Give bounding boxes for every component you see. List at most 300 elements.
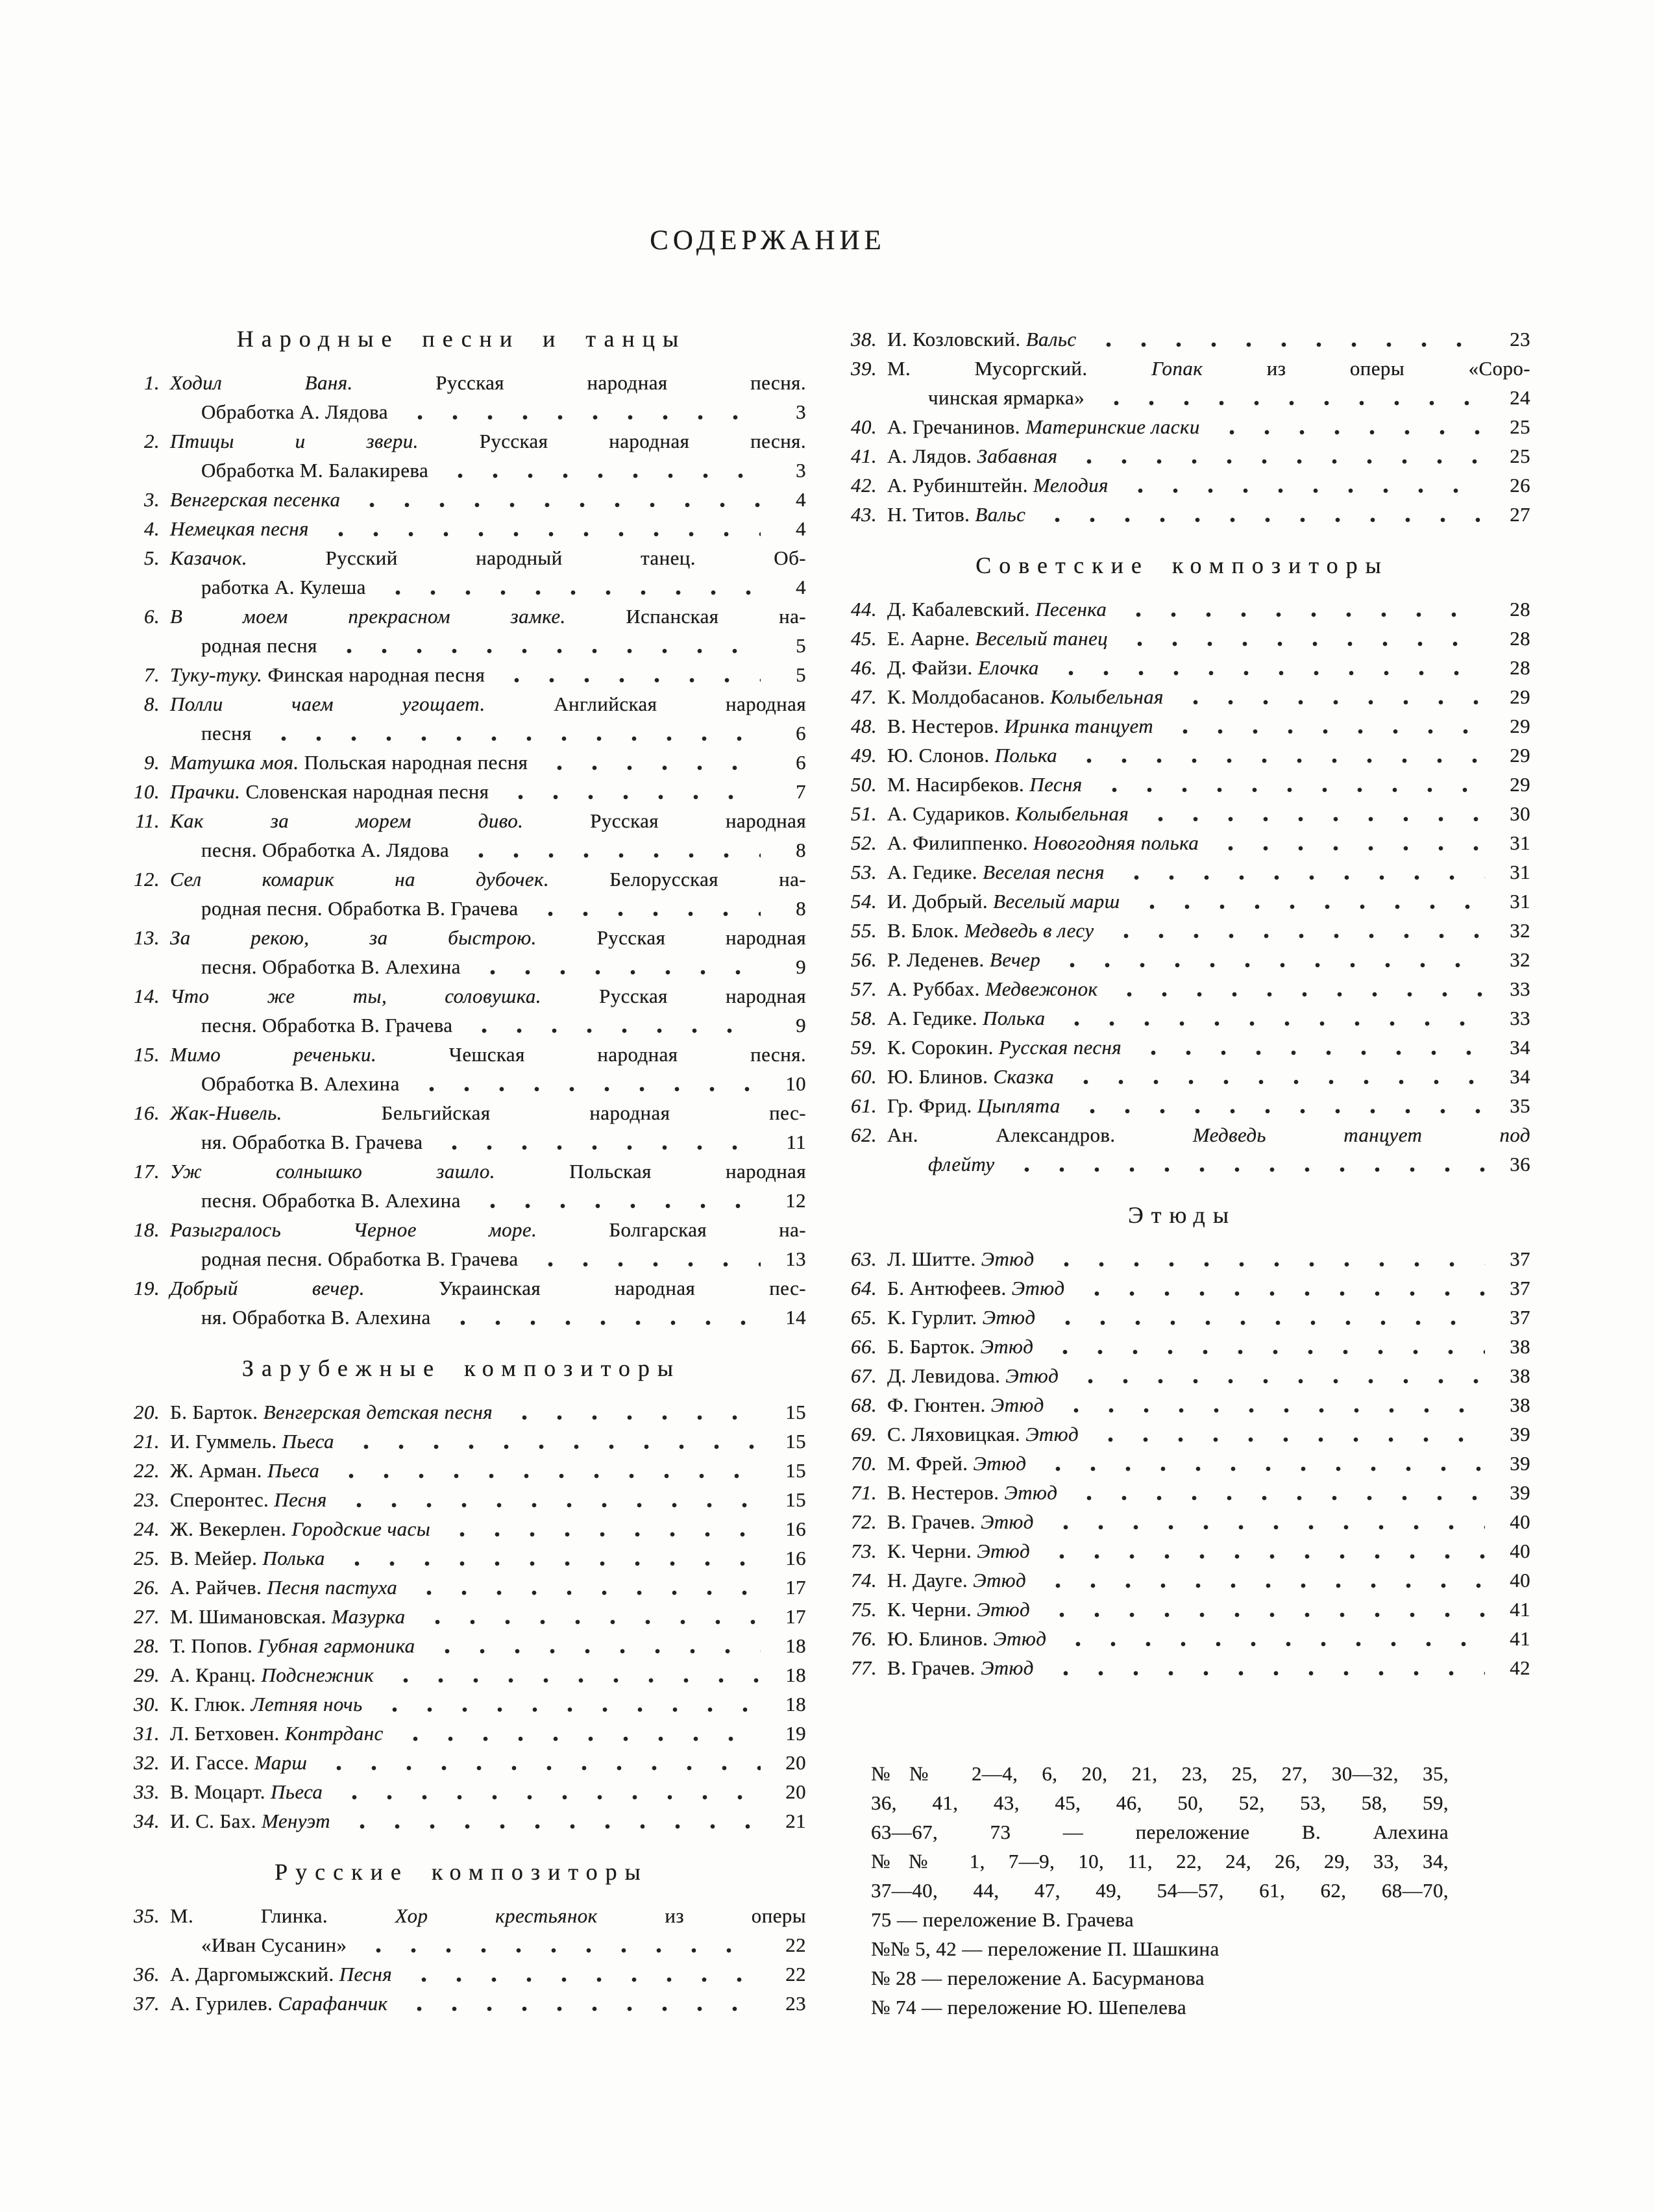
item-title-italic: Менуэт bbox=[262, 1810, 330, 1832]
item-title-roman: Обработка А. Лядова bbox=[201, 400, 388, 423]
item-title-italic: Этюд bbox=[993, 1627, 1047, 1650]
page-number: 25 bbox=[1510, 445, 1530, 467]
dot-leader bbox=[1111, 857, 1485, 887]
item-title-italic: Птицы и звери. bbox=[170, 430, 480, 452]
item-title-italic: Уж солнышко зашло. bbox=[170, 1160, 570, 1183]
section-header: Зарубежные композиторы bbox=[241, 1355, 681, 1381]
page-number: 35 bbox=[1510, 1094, 1530, 1117]
page-number: 20 bbox=[785, 1780, 806, 1803]
toc-item-line bbox=[834, 1303, 1530, 1332]
page-number: 12 bbox=[785, 1189, 806, 1212]
toc-item-line bbox=[834, 1624, 1530, 1653]
dot-leader bbox=[1040, 1507, 1485, 1536]
dot-leader bbox=[1114, 624, 1485, 653]
item-title-roman: К. Черни. bbox=[887, 1540, 977, 1562]
toc-item-line bbox=[834, 857, 1530, 887]
item-title bbox=[887, 354, 1530, 383]
item-title-roman: А. Руббах. bbox=[887, 977, 985, 1000]
item-title-italic: Этюд bbox=[973, 1569, 1027, 1591]
item-title bbox=[887, 1120, 1530, 1149]
page-number: 20 bbox=[785, 1751, 806, 1774]
toc-item-line bbox=[117, 1748, 806, 1777]
dot-leader bbox=[406, 1069, 761, 1098]
toc-item-line bbox=[834, 916, 1530, 945]
page-number: 37 bbox=[1510, 1277, 1530, 1299]
page-number: 13 bbox=[785, 1247, 806, 1270]
item-title-italic: Вальс bbox=[1025, 328, 1077, 350]
item-title-italic: Этюд bbox=[973, 1452, 1027, 1475]
page-number: 15 bbox=[785, 1488, 806, 1511]
item-title bbox=[170, 1806, 330, 1836]
item-title-italic: Этюд bbox=[982, 1306, 1036, 1329]
item-title bbox=[887, 1536, 1030, 1566]
item-title-italic: Полька bbox=[983, 1007, 1046, 1029]
dot-leader bbox=[437, 1303, 761, 1332]
dot-leader bbox=[390, 1719, 761, 1748]
item-title bbox=[201, 572, 366, 602]
item-title-roman: Обработка М. Балакирева bbox=[201, 459, 429, 482]
item-title-roman: Чешская народная песня. bbox=[448, 1043, 806, 1066]
item-title-italic: Этюд bbox=[977, 1598, 1031, 1621]
item-title-roman: Д. Файзи. bbox=[887, 656, 978, 679]
item-number: 74. bbox=[851, 1569, 877, 1591]
item-title-roman: К. Сорокин. bbox=[887, 1036, 999, 1059]
toc-item-line bbox=[117, 1040, 806, 1069]
dot-leader bbox=[1205, 828, 1485, 857]
dot-leader bbox=[1127, 887, 1486, 916]
page-number: 18 bbox=[785, 1693, 806, 1715]
toc-item-line bbox=[117, 1215, 806, 1244]
item-title-italic: Ходил Ваня. bbox=[170, 371, 436, 394]
toc-item-line bbox=[117, 1456, 806, 1485]
item-title-roman: А. Гедике. bbox=[887, 861, 983, 883]
page-number: 32 bbox=[1510, 948, 1530, 971]
page-number: 18 bbox=[785, 1664, 806, 1686]
item-title-roman: Русская народная bbox=[590, 809, 806, 832]
item-title-roman: из оперы bbox=[665, 1904, 806, 1927]
item-title bbox=[887, 1062, 1054, 1091]
section-header: Этюды bbox=[1127, 1202, 1237, 1228]
toc-item-line bbox=[834, 770, 1530, 799]
page-number: 42 bbox=[1510, 1656, 1530, 1679]
item-number: 13. bbox=[134, 926, 160, 949]
dot-leader bbox=[456, 835, 761, 865]
item-title-roman: Русская народная песня. bbox=[435, 371, 806, 394]
item-title-roman: А. Филиппенко. bbox=[887, 831, 1034, 854]
item-number: 66. bbox=[851, 1335, 877, 1358]
item-title bbox=[170, 1989, 387, 2018]
dot-leader bbox=[1051, 1390, 1485, 1419]
page-number: 17 bbox=[785, 1576, 806, 1599]
footnote-line: 36, 41, 43, 45, 46, 50, 52, 53, 58, 59, bbox=[871, 1791, 1449, 1814]
item-number: 52. bbox=[851, 831, 877, 854]
item-title-italic: Веселый танец bbox=[975, 627, 1109, 650]
item-title-italic: Губная гармоника bbox=[258, 1634, 415, 1657]
toc-item-line bbox=[117, 1631, 806, 1660]
item-number: 65. bbox=[851, 1306, 877, 1329]
item-title bbox=[170, 660, 485, 689]
item-number: 58. bbox=[851, 1007, 877, 1029]
item-title-italic: Елочка bbox=[977, 656, 1039, 679]
dot-leader bbox=[334, 1485, 761, 1514]
page-number: 15 bbox=[785, 1430, 806, 1453]
item-title bbox=[170, 1040, 806, 1069]
dot-leader bbox=[435, 456, 761, 485]
item-title-italic: Песня bbox=[339, 1963, 393, 1985]
item-number: 31. bbox=[134, 1722, 160, 1745]
toc-item-line bbox=[117, 485, 806, 514]
item-number: 4. bbox=[143, 517, 160, 540]
item-title-italic: Жак-Нивель. bbox=[170, 1101, 382, 1124]
item-title-roman: Польская народная песня bbox=[304, 751, 528, 774]
toc-item-line bbox=[834, 1653, 1530, 1682]
page-number: 14 bbox=[785, 1306, 806, 1329]
item-title bbox=[887, 711, 1153, 741]
item-title-italic: флейту bbox=[928, 1153, 995, 1175]
item-title bbox=[201, 1244, 519, 1273]
item-title bbox=[170, 1098, 806, 1127]
toc-item-line bbox=[117, 1273, 806, 1303]
page-number: 40 bbox=[1510, 1510, 1530, 1533]
item-number: 57. bbox=[851, 977, 877, 1000]
item-title-roman: «Иван Сусанин» bbox=[201, 1934, 347, 1956]
page-number: 36 bbox=[1510, 1153, 1530, 1175]
item-title bbox=[201, 1186, 461, 1215]
item-title-italic: Забавная bbox=[977, 445, 1058, 467]
item-title bbox=[928, 1149, 995, 1179]
page-number: 22 bbox=[785, 1934, 806, 1956]
toc-item-line bbox=[117, 1719, 806, 1748]
toc-item-line bbox=[117, 923, 806, 952]
toc-item-line bbox=[117, 602, 806, 631]
item-title bbox=[887, 1303, 1036, 1332]
page-number: 16 bbox=[785, 1547, 806, 1569]
page-number: 4 bbox=[796, 576, 806, 598]
page-number: 29 bbox=[1510, 773, 1530, 796]
dot-leader bbox=[499, 1397, 761, 1427]
item-number: 6. bbox=[143, 605, 160, 628]
page-number: 32 bbox=[1510, 919, 1530, 942]
item-title bbox=[201, 397, 388, 426]
item-title bbox=[887, 682, 1164, 711]
dot-leader bbox=[412, 1602, 761, 1631]
page-title: СОДЕРЖАНИЕ bbox=[650, 225, 886, 256]
item-title-roman: В. Грачев. bbox=[887, 1510, 981, 1533]
dot-leader bbox=[525, 1244, 761, 1273]
toc-item-line bbox=[117, 1186, 806, 1215]
toc-item-line bbox=[117, 1573, 806, 1602]
dot-leader bbox=[1113, 595, 1485, 624]
page-number: 28 bbox=[1510, 598, 1530, 621]
item-number: 2. bbox=[143, 430, 160, 452]
item-title bbox=[201, 456, 428, 485]
footnote-line: 37—40, 44, 47, 49, 54—57, 61, 62, 68—70, bbox=[871, 1879, 1449, 1902]
toc-item-line bbox=[834, 412, 1530, 441]
toc-item-line bbox=[834, 325, 1530, 354]
item-title bbox=[887, 1595, 1030, 1624]
toc-item-line bbox=[834, 1449, 1530, 1478]
dot-leader bbox=[1051, 1003, 1485, 1033]
page-number: 21 bbox=[785, 1810, 806, 1832]
item-number: 38. bbox=[851, 328, 877, 350]
toc-item-line bbox=[834, 1390, 1530, 1419]
item-title bbox=[170, 1901, 806, 1930]
toc-item-line bbox=[117, 1806, 806, 1836]
page-number: 23 bbox=[1510, 328, 1530, 350]
dot-leader bbox=[467, 952, 761, 981]
toc-item-line bbox=[117, 748, 806, 777]
item-number: 14. bbox=[134, 985, 160, 1007]
item-number: 63. bbox=[851, 1247, 877, 1270]
item-title-roman: Ж. Векерлен. bbox=[170, 1518, 292, 1540]
item-title-italic: Что же ты, соловушка. bbox=[170, 985, 600, 1007]
page-number: 38 bbox=[1510, 1364, 1530, 1387]
toc-item-line bbox=[117, 543, 806, 572]
item-title-roman: Ан. Александров. bbox=[887, 1124, 1193, 1146]
page-number: 29 bbox=[1510, 744, 1530, 767]
item-number: 43. bbox=[851, 503, 877, 526]
item-title-roman: А. Кранц. bbox=[170, 1664, 262, 1686]
toc-item-line bbox=[834, 1120, 1530, 1149]
item-title-roman: родная песня bbox=[201, 634, 317, 657]
page-number: 24 bbox=[1510, 386, 1530, 409]
item-title-italic: Пьеса bbox=[271, 1780, 323, 1803]
item-title bbox=[201, 835, 449, 865]
dot-leader bbox=[1064, 441, 1485, 471]
page-number: 28 bbox=[1510, 656, 1530, 679]
item-title-roman: М. Фрей. bbox=[887, 1452, 974, 1475]
dot-leader bbox=[1033, 1566, 1485, 1595]
toc-item-line bbox=[117, 981, 806, 1011]
item-title-italic: Полька bbox=[262, 1547, 325, 1569]
toc-item-line bbox=[117, 894, 806, 923]
item-title-roman: работка А. Кулеша bbox=[201, 576, 366, 598]
item-title-roman: В. Блок. bbox=[887, 919, 964, 942]
toc-item-line bbox=[117, 1660, 806, 1690]
item-number: 50. bbox=[851, 773, 877, 796]
item-number: 60. bbox=[851, 1065, 877, 1088]
page-number: 27 bbox=[1510, 503, 1530, 526]
item-number: 56. bbox=[851, 948, 877, 971]
item-title-roman: Русская народная песня. bbox=[479, 430, 806, 452]
dot-leader bbox=[1041, 1244, 1485, 1273]
page-number: 11 bbox=[786, 1131, 806, 1153]
dot-leader bbox=[1083, 325, 1485, 354]
item-title bbox=[887, 412, 1200, 441]
dot-leader bbox=[1089, 770, 1485, 799]
item-number: 55. bbox=[851, 919, 877, 942]
page-number: 25 bbox=[1510, 415, 1530, 438]
item-title bbox=[887, 1478, 1057, 1507]
page-number: 5 bbox=[796, 634, 806, 657]
item-number: 68. bbox=[851, 1394, 877, 1416]
item-title bbox=[170, 426, 806, 456]
toc-item-line bbox=[117, 1011, 806, 1040]
item-title bbox=[170, 1543, 325, 1573]
item-title-italic: Этюд bbox=[990, 1394, 1044, 1416]
item-number: 12. bbox=[134, 868, 160, 891]
item-title bbox=[201, 894, 519, 923]
item-title-italic: Веселый марш bbox=[993, 890, 1120, 913]
item-title bbox=[887, 1390, 1044, 1419]
item-title-roman: Ф. Гюнтен. bbox=[887, 1394, 991, 1416]
dot-leader bbox=[1065, 1361, 1485, 1390]
item-title bbox=[887, 624, 1108, 653]
toc-left-column bbox=[117, 325, 806, 2018]
item-number: 25. bbox=[134, 1547, 160, 1569]
item-title-italic: Этюд bbox=[981, 1510, 1034, 1533]
item-title-italic: Цыплята bbox=[977, 1094, 1060, 1117]
toc-item-line bbox=[117, 1127, 806, 1157]
toc-item-line bbox=[117, 1901, 806, 1930]
toc-item-line bbox=[834, 887, 1530, 916]
item-number: 77. bbox=[851, 1656, 877, 1679]
dot-leader bbox=[395, 397, 761, 426]
item-title bbox=[170, 923, 806, 952]
toc-item-line bbox=[834, 624, 1530, 653]
item-title bbox=[170, 777, 489, 806]
item-title bbox=[887, 857, 1105, 887]
toc-item-line bbox=[834, 828, 1530, 857]
item-title-roman: М. Шимановская. bbox=[170, 1605, 332, 1628]
item-title bbox=[887, 1033, 1122, 1062]
dot-leader bbox=[326, 1456, 761, 1485]
item-title bbox=[887, 828, 1199, 857]
item-title-italic: Летняя ночь bbox=[251, 1693, 363, 1715]
item-title-roman: А. Гурилев. bbox=[170, 1992, 278, 2015]
item-title bbox=[170, 865, 806, 894]
item-title bbox=[201, 1930, 347, 1960]
item-title bbox=[170, 1660, 374, 1690]
page-number: 31 bbox=[1510, 831, 1530, 854]
item-title-italic: Добрый вечер. bbox=[170, 1277, 439, 1299]
item-title-italic: Полька bbox=[994, 744, 1058, 767]
item-title-italic: Как за морем диво. bbox=[170, 809, 591, 832]
toc-item-line bbox=[117, 689, 806, 719]
item-number: 45. bbox=[851, 627, 877, 650]
toc-item-line bbox=[117, 806, 806, 835]
item-title bbox=[887, 595, 1107, 624]
dot-leader bbox=[1032, 500, 1485, 529]
page-number: 4 bbox=[796, 517, 806, 540]
item-number: 10. bbox=[134, 780, 160, 803]
item-title-roman: Ю. Блинов. bbox=[887, 1627, 994, 1650]
dot-leader bbox=[459, 1011, 761, 1040]
page-number: 4 bbox=[796, 488, 806, 511]
item-title-italic: Песня bbox=[1029, 773, 1083, 796]
toc-item-line bbox=[834, 711, 1530, 741]
item-title-roman: В. Нестеров. bbox=[887, 715, 1005, 737]
item-title-italic: Мимо реченьки. bbox=[170, 1043, 449, 1066]
item-title bbox=[170, 1719, 384, 1748]
dot-leader bbox=[404, 1573, 761, 1602]
item-title-roman: Белорусская на- bbox=[609, 868, 806, 891]
toc-item-line bbox=[117, 1069, 806, 1098]
toc-item-line bbox=[117, 1777, 806, 1806]
dot-leader bbox=[422, 1631, 761, 1660]
page-number: 37 bbox=[1510, 1306, 1530, 1329]
item-title-italic: Матушка моя. bbox=[170, 751, 304, 774]
dot-leader bbox=[373, 572, 761, 602]
item-number: 27. bbox=[134, 1605, 160, 1628]
toc-item-line bbox=[834, 354, 1530, 383]
page-number: 31 bbox=[1510, 861, 1530, 883]
page-number: 10 bbox=[785, 1072, 806, 1095]
item-title-roman: Обработка В. Алехина bbox=[201, 1072, 400, 1095]
item-title bbox=[170, 1573, 397, 1602]
item-title-roman: М. Насирбеков. bbox=[887, 773, 1030, 796]
item-title bbox=[170, 1960, 392, 1989]
dot-leader bbox=[429, 1127, 761, 1157]
item-title-italic: Контрданс bbox=[284, 1722, 384, 1745]
item-title bbox=[887, 770, 1083, 799]
toc-item-line bbox=[834, 1507, 1530, 1536]
item-title-italic: Мелодия bbox=[1033, 474, 1109, 497]
dot-leader bbox=[1040, 1332, 1485, 1361]
item-title-roman: песня. Обработка В. Алехина bbox=[201, 1189, 461, 1212]
item-title bbox=[887, 916, 1094, 945]
page-number: 16 bbox=[785, 1518, 806, 1540]
item-title bbox=[170, 1397, 493, 1427]
item-title bbox=[887, 1361, 1059, 1390]
item-title-italic: Новогодняя полька bbox=[1033, 831, 1199, 854]
item-number: 1. bbox=[143, 371, 160, 394]
item-title bbox=[887, 471, 1109, 500]
footnotes-block bbox=[834, 1759, 1449, 2022]
item-title-roman: Б. Барток. bbox=[170, 1401, 264, 1423]
toc-item-line bbox=[117, 1543, 806, 1573]
item-number: 75. bbox=[851, 1598, 877, 1621]
item-title bbox=[887, 1332, 1033, 1361]
item-title-roman: Ж. Арман. bbox=[170, 1459, 267, 1482]
toc-item-line bbox=[117, 1930, 806, 1960]
page-number: 15 bbox=[785, 1401, 806, 1423]
item-number: 71. bbox=[851, 1481, 877, 1504]
item-number: 18. bbox=[134, 1218, 160, 1241]
item-title bbox=[170, 806, 806, 835]
dot-leader bbox=[1128, 1033, 1485, 1062]
page-number: 41 bbox=[1510, 1627, 1530, 1650]
item-number: 69. bbox=[851, 1423, 877, 1445]
item-title-italic: Марш bbox=[254, 1751, 308, 1774]
toc-item-line bbox=[834, 1033, 1530, 1062]
item-title-italic: Этюд bbox=[981, 1656, 1034, 1679]
dot-leader bbox=[1053, 1624, 1485, 1653]
page-number: 29 bbox=[1510, 685, 1530, 708]
item-title-roman: Финская народная песня bbox=[267, 663, 485, 686]
item-title-italic: Пьеса bbox=[267, 1459, 320, 1482]
toc-item-line bbox=[117, 719, 806, 748]
dot-leader bbox=[324, 631, 761, 660]
item-number: 62. bbox=[851, 1124, 877, 1146]
item-title bbox=[170, 602, 806, 631]
item-title bbox=[170, 1690, 363, 1719]
item-number: 70. bbox=[851, 1452, 877, 1475]
item-title-roman: М. Глинка. bbox=[170, 1904, 395, 1927]
item-number: 24. bbox=[134, 1518, 160, 1540]
item-number: 39. bbox=[851, 357, 877, 380]
item-title bbox=[887, 1273, 1065, 1303]
toc-item-line bbox=[834, 1091, 1530, 1120]
item-title-roman: К. Черни. bbox=[887, 1598, 977, 1621]
item-title bbox=[201, 1127, 423, 1157]
item-title bbox=[170, 1777, 323, 1806]
item-number: 73. bbox=[851, 1540, 877, 1562]
page-number: 9 bbox=[796, 955, 806, 978]
toc-item-line bbox=[117, 631, 806, 660]
item-title-roman: песня. Обработка В. Алехина bbox=[201, 955, 461, 978]
item-title-italic: Венгерская песенка bbox=[170, 488, 341, 511]
